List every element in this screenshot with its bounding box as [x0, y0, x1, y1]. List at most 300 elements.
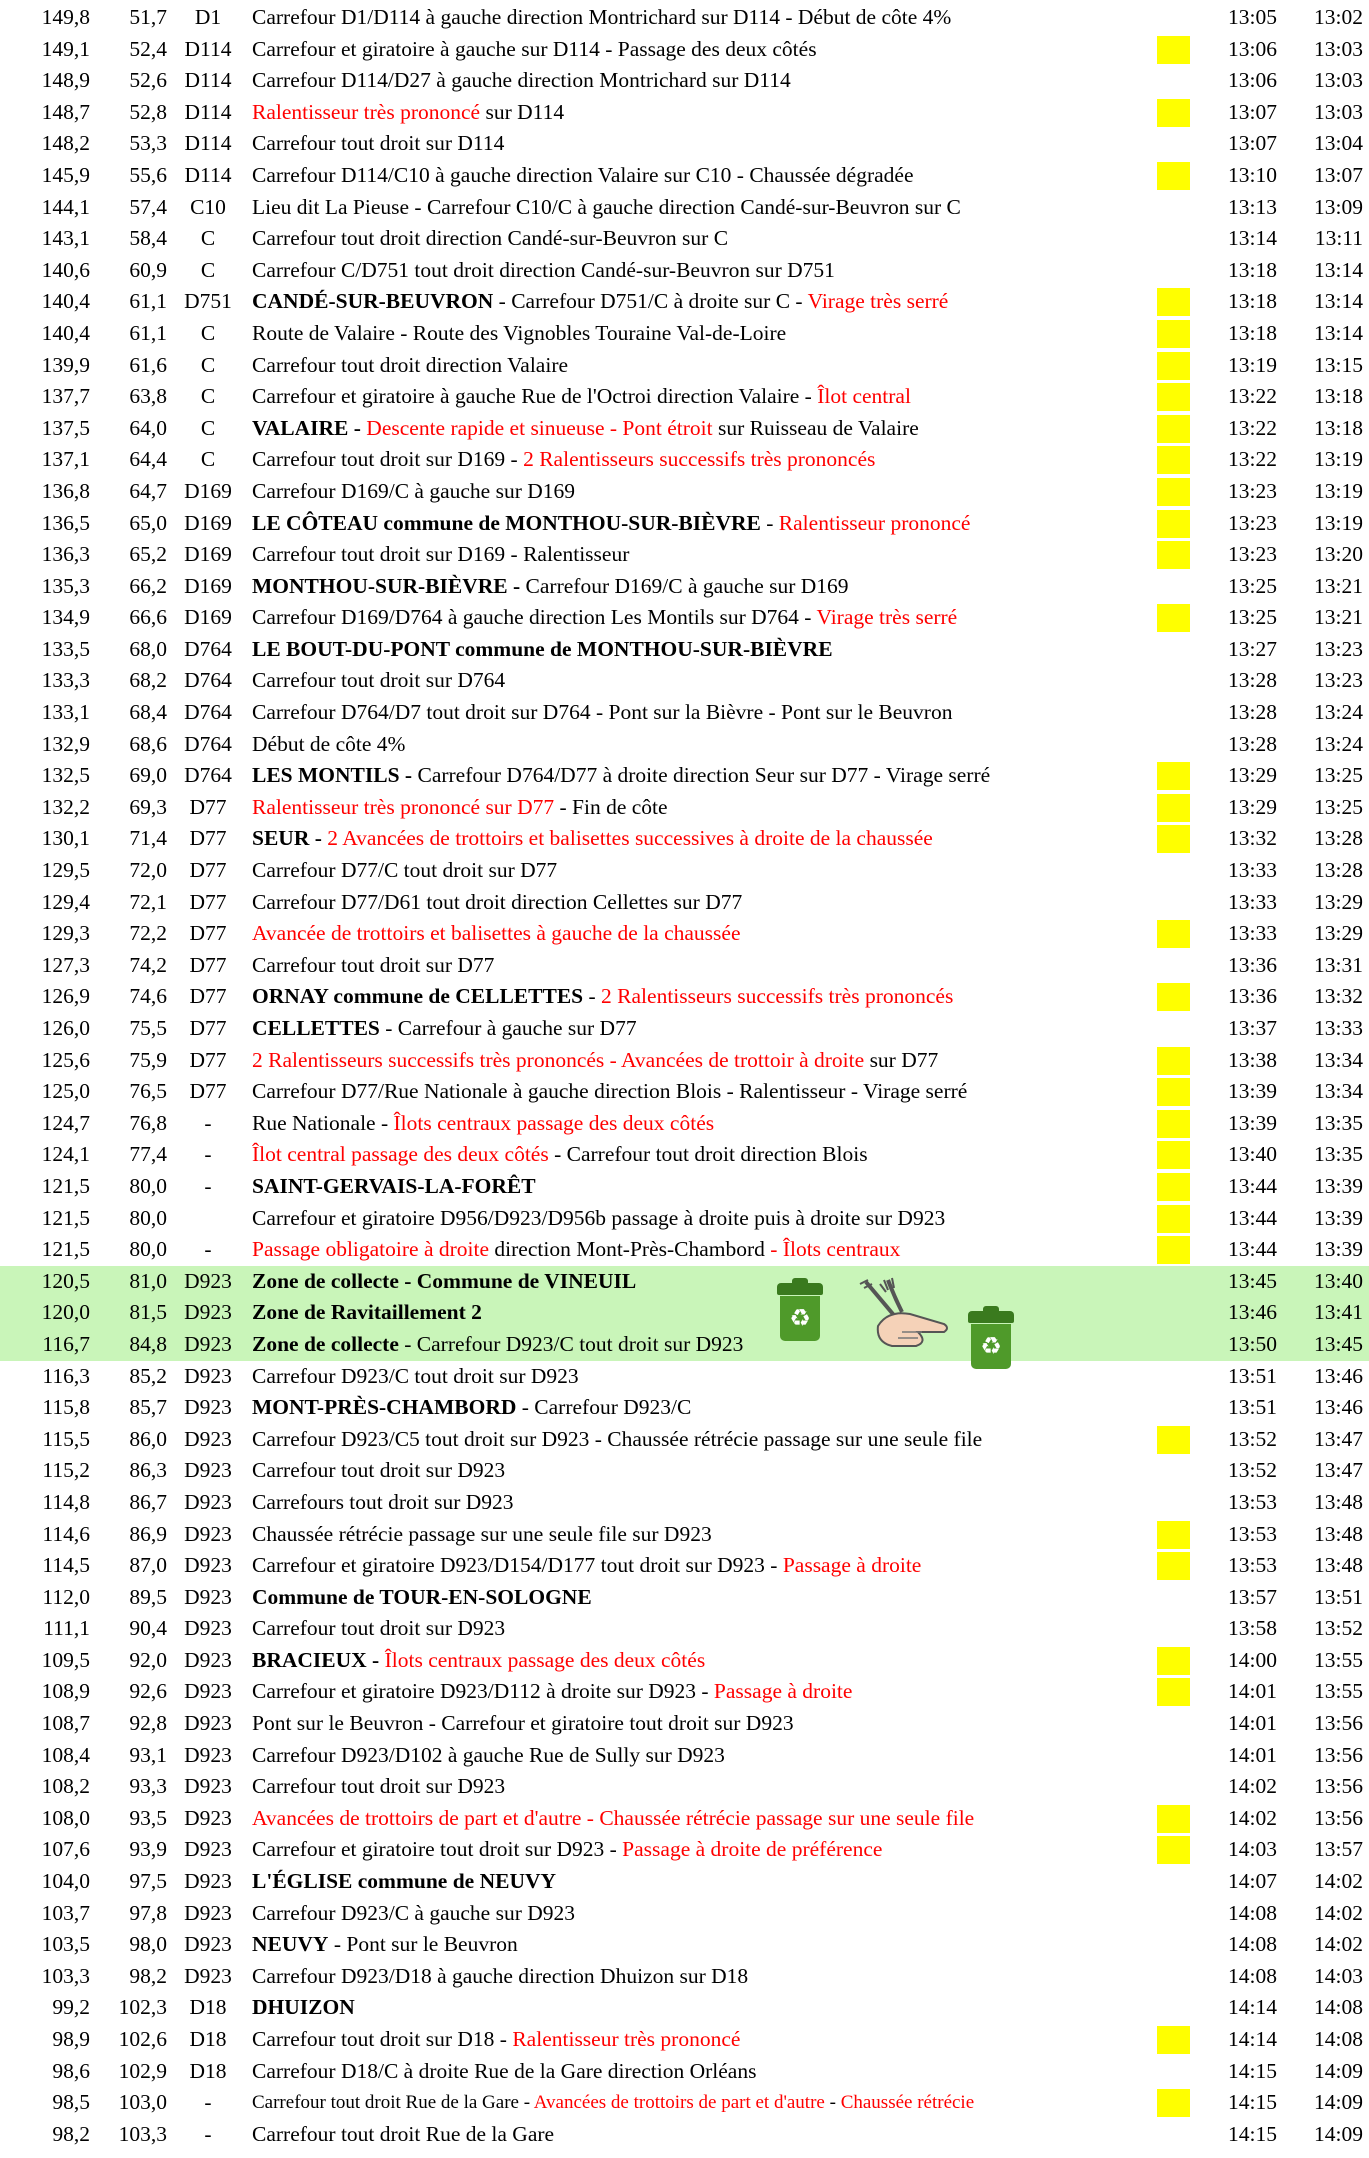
highlight-marker: [1157, 762, 1190, 790]
distance-covered: 86,7: [129, 1489, 167, 1514]
distance-covered: 52,6: [129, 68, 167, 93]
route-description: [252, 1771, 1167, 1803]
description-text: Carrefour D764/D77 à droite direction Seur sur D77 - Virage serré: [412, 763, 991, 788]
time-fast: 13:14: [1314, 320, 1363, 345]
place-name: CANDÉ-SUR-BEUVRON: [252, 289, 494, 314]
time-fast: 13:48: [1314, 1489, 1363, 1514]
route-description: [252, 476, 1167, 508]
description-text: Carrefour tout droit sur D18 -: [252, 2027, 513, 2051]
description-text: Carrefour D764/D7 tout droit sur D764 - Pont sur la Bièvre - Pont sur le Beuvron: [252, 700, 953, 725]
distance-remaining: 114,5: [42, 1553, 90, 1578]
description-text: Carrefour et giratoire D956/D923/D956b passage à droite puis à droite sur D923: [252, 1205, 946, 1230]
time-slow: 13:25: [1228, 573, 1277, 598]
time-slow: 13:22: [1228, 384, 1277, 409]
table-row: [0, 981, 1369, 1013]
distance-remaining: 140,4: [41, 289, 90, 314]
distance-covered: 66,2: [129, 573, 167, 598]
time-fast: 14:02: [1314, 1869, 1363, 1894]
warning-text: Ralentisseur très prononcé: [252, 99, 481, 124]
distance-covered: 103,3: [118, 2121, 167, 2146]
description-text: Carrefour tout droit sur D923: [252, 1774, 506, 1799]
warning-text: 2 Ralentisseurs successifs très prononcés: [601, 984, 954, 1009]
route-description: [252, 1929, 1167, 1961]
distance-remaining: 132,5: [41, 763, 90, 788]
table-row: [0, 1866, 1369, 1898]
road-number: -: [204, 2090, 212, 2115]
time-slow: 13:06: [1228, 36, 1277, 61]
road-number: D923: [184, 1900, 232, 1925]
time-fast: 13:52: [1314, 1616, 1363, 1641]
time-fast: 13:15: [1314, 352, 1363, 377]
distance-remaining: 129,3: [41, 921, 90, 946]
time-fast: 13:56: [1314, 1711, 1363, 1736]
road-number: D77: [189, 952, 227, 977]
description-text: Carrefour tout droit sur D923: [252, 1458, 506, 1483]
route-description: [252, 1424, 1167, 1456]
road-number: D169: [184, 478, 232, 503]
distance-remaining: 134,9: [41, 605, 90, 630]
time-fast: 14:03: [1314, 1963, 1363, 1988]
route-description: [252, 97, 1167, 129]
distance-remaining: 133,1: [41, 700, 90, 725]
distance-remaining: 136,8: [41, 478, 90, 503]
route-description: [252, 1740, 1167, 1772]
time-fast: 13:25: [1314, 763, 1363, 788]
highlight-marker: [1157, 446, 1190, 474]
distance-covered: 87,0: [129, 1553, 167, 1578]
description-text: -: [824, 2092, 841, 2114]
distance-remaining: 137,5: [41, 415, 90, 440]
distance-covered: 92,8: [129, 1711, 167, 1736]
road-number: D169: [184, 605, 232, 630]
warning-text: 2 Ralentisseurs successifs très prononcés - Avancées de trottoir à droite: [252, 1047, 865, 1072]
distance-covered: 52,4: [129, 36, 167, 61]
fork-knife-hand-icon: [858, 1276, 954, 1356]
distance-remaining: 137,1: [41, 447, 90, 472]
warning-text: Îlots centraux passage des deux côtés: [393, 1110, 715, 1135]
route-description: [252, 1487, 1167, 1519]
time-slow: 13:27: [1228, 636, 1277, 661]
time-fast: 13:14: [1314, 257, 1363, 282]
description-text: Carrefour tout droit sur D169 - Ralentisseur: [252, 542, 630, 567]
distance-covered: 64,0: [129, 415, 167, 440]
route-description: [252, 950, 1167, 982]
highlight-marker: [1157, 36, 1190, 64]
road-number: -: [204, 1142, 212, 1167]
route-description: [252, 223, 1167, 255]
time-slow: 14:14: [1228, 1995, 1277, 2020]
route-description: [252, 255, 1167, 287]
time-fast: 13:47: [1314, 1426, 1363, 1451]
route-description: [252, 2056, 1167, 2088]
road-number: D923: [184, 1932, 232, 1957]
route-description: [252, 1676, 1167, 1708]
time-fast: 13:11: [1314, 226, 1363, 251]
time-slow: 13:18: [1228, 289, 1277, 314]
distance-covered: 80,0: [129, 1173, 167, 1198]
distance-remaining: 129,4: [41, 889, 90, 914]
time-slow: 13:52: [1228, 1426, 1277, 1451]
distance-remaining: 98,9: [52, 2027, 90, 2051]
route-description: [252, 1519, 1167, 1551]
road-number: D923: [184, 1553, 232, 1578]
table-row: [0, 697, 1369, 729]
time-slow: 13:39: [1228, 1079, 1277, 1104]
highlight-marker: [1157, 383, 1190, 411]
table-row: [0, 634, 1369, 666]
warning-text: Virage très serré: [807, 289, 949, 314]
route-description: [252, 1076, 1167, 1108]
time-slow: 13:22: [1228, 415, 1277, 440]
time-slow: 14:01: [1228, 1711, 1277, 1736]
time-slow: 13:51: [1228, 1395, 1277, 1420]
highlight-marker: [1157, 1836, 1190, 1864]
distance-remaining: 114,6: [42, 1521, 90, 1546]
time-fast: 13:56: [1314, 1805, 1363, 1830]
time-fast: 13:20: [1314, 542, 1363, 567]
road-number: D923: [184, 1584, 232, 1609]
road-number: D18: [189, 1995, 227, 2020]
highlight-marker: [1157, 1110, 1190, 1138]
route-description: [252, 444, 1167, 476]
distance-remaining: 112,0: [42, 1584, 90, 1609]
distance-remaining: 149,1: [41, 36, 90, 61]
place-name: NEUVY: [252, 1932, 329, 1957]
description-text: Carrefour D923/D18 à gauche direction Dhuizon sur D18: [252, 1963, 749, 1988]
time-fast: 13:07: [1314, 162, 1363, 187]
description-text: Chaussée rétrécie passage sur une seule file sur D923: [252, 1521, 712, 1546]
route-description: [252, 65, 1167, 97]
place-name: SEUR -: [252, 826, 322, 851]
place-name: L'ÉGLISE commune de NEUVY: [252, 1869, 557, 1894]
table-row: [0, 1361, 1369, 1393]
description-text: Rue Nationale -: [252, 1110, 394, 1135]
time-fast: 13:40: [1314, 1268, 1363, 1293]
place-name: Commune de TOUR-EN-SOLOGNE: [252, 1584, 592, 1609]
time-fast: 13:28: [1314, 858, 1363, 883]
distance-remaining: 98,2: [52, 2121, 90, 2146]
distance-covered: 85,2: [129, 1363, 167, 1388]
warning-text: Avancée de trottoirs et balisettes à gauche de la chaussée: [252, 921, 741, 946]
time-fast: 14:09: [1314, 2058, 1363, 2083]
road-number: D77: [189, 826, 227, 851]
time-fast: 13:19: [1314, 447, 1363, 472]
time-slow: 13:18: [1228, 320, 1277, 345]
distance-covered: 81,5: [129, 1300, 167, 1325]
time-fast: 14:02: [1314, 1932, 1363, 1957]
distance-remaining: 108,9: [41, 1679, 90, 1704]
table-row: [0, 444, 1369, 476]
distance-remaining: 107,6: [41, 1837, 90, 1862]
warning-text: 2 Avancées de trottoirs et balisettes successives à droite de la chaussée: [327, 826, 933, 851]
table-row: [0, 1329, 1369, 1361]
time-fast: 13:39: [1314, 1205, 1363, 1230]
time-fast: 13:25: [1314, 794, 1363, 819]
distance-remaining: 103,3: [41, 1963, 90, 1988]
distance-remaining: 148,2: [41, 131, 90, 156]
road-number: D77: [189, 1047, 227, 1072]
time-slow: 14:07: [1228, 1869, 1277, 1894]
table-row: [0, 286, 1369, 318]
time-fast: 13:18: [1314, 384, 1363, 409]
table-row: [0, 1613, 1369, 1645]
description-text: Carrefour tout droit sur D923: [252, 1616, 506, 1641]
description-text: - Fin de côte: [554, 794, 668, 819]
distance-remaining: 125,0: [41, 1079, 90, 1104]
distance-covered: 102,3: [118, 1995, 167, 2020]
distance-covered: 61,6: [129, 352, 167, 377]
time-fast: 13:24: [1314, 731, 1363, 756]
road-number: D18: [189, 2027, 227, 2051]
highlight-marker: [1157, 983, 1190, 1011]
route-description: [252, 918, 1167, 950]
table-row: [0, 1550, 1369, 1582]
distance-remaining: 98,5: [52, 2090, 90, 2115]
description-text: Début de côte 4%: [252, 731, 406, 756]
table-row: [0, 2056, 1369, 2088]
highlight-marker: [1157, 1552, 1190, 1580]
table-row: [0, 476, 1369, 508]
road-number: D114: [184, 131, 232, 156]
table-row: [0, 792, 1369, 824]
table-row: [0, 1519, 1369, 1551]
time-fast: 13:46: [1314, 1395, 1363, 1420]
highlight-marker: [1157, 541, 1190, 569]
table-row: [0, 1740, 1369, 1772]
warning-text: Îlot central: [817, 384, 911, 409]
time-slow: 13:28: [1228, 668, 1277, 693]
distance-remaining: 115,5: [42, 1426, 90, 1451]
table-row: [0, 760, 1369, 792]
route-description: [252, 1582, 1167, 1614]
distance-remaining: 115,8: [42, 1395, 90, 1420]
table-row: [0, 34, 1369, 66]
highlight-marker: [1157, 352, 1190, 380]
table-row: [0, 1487, 1369, 1519]
time-fast: 13:31: [1314, 952, 1363, 977]
route-description: [252, 1708, 1167, 1740]
road-number: D923: [184, 1742, 232, 1767]
route-description: [252, 381, 1167, 413]
route-description: [252, 792, 1167, 824]
table-row: [0, 1139, 1369, 1171]
route-description: [252, 823, 1167, 855]
highlight-marker: [1157, 920, 1190, 948]
distance-covered: 61,1: [129, 289, 167, 314]
table-row: [0, 1898, 1369, 1930]
route-description: [252, 2119, 1167, 2151]
distance-covered: 93,9: [129, 1837, 167, 1862]
distance-covered: 60,9: [129, 257, 167, 282]
route-description: [252, 318, 1167, 350]
route-description: [252, 665, 1167, 697]
table-row: [0, 918, 1369, 950]
route-description: [252, 729, 1167, 761]
road-number: D923: [184, 1458, 232, 1483]
time-slow: 13:10: [1228, 162, 1277, 187]
time-slow: 13:52: [1228, 1458, 1277, 1483]
time-slow: 13:40: [1228, 1142, 1277, 1167]
description-text: Lieu dit La Pieuse - Carrefour C10/C à gauche direction Candé-sur-Beuvron sur C: [252, 194, 961, 219]
time-fast: 13:19: [1314, 478, 1363, 503]
table-row: [0, 192, 1369, 224]
time-slow: 13:53: [1228, 1521, 1277, 1546]
time-fast: 13:51: [1314, 1584, 1363, 1609]
time-slow: 13:33: [1228, 889, 1277, 914]
distance-remaining: 98,6: [52, 2058, 90, 2083]
description-text: Carrefour tout droit direction Candé-sur-Beuvron sur C: [252, 226, 729, 251]
table-row: [0, 1424, 1369, 1456]
road-number: C: [200, 447, 216, 472]
time-slow: 13:46: [1228, 1300, 1277, 1325]
time-slow: 13:36: [1228, 984, 1277, 1009]
distance-covered: 77,4: [129, 1142, 167, 1167]
description-text: Carrefour D18/C à droite Rue de la Gare direction Orléans: [252, 2058, 757, 2083]
warning-text: Descente rapide et sinueuse - Pont étroit: [366, 415, 713, 440]
distance-remaining: 103,5: [41, 1932, 90, 1957]
table-row: [0, 950, 1369, 982]
distance-covered: 72,2: [129, 921, 167, 946]
time-slow: 13:53: [1228, 1553, 1277, 1578]
time-fast: 13:57: [1314, 1837, 1363, 1862]
highlight-marker: [1157, 1678, 1190, 1706]
distance-covered: 75,9: [129, 1047, 167, 1072]
distance-covered: 66,6: [129, 605, 167, 630]
description-text: -: [583, 984, 602, 1009]
warning-text: - Îlots centraux: [770, 1237, 901, 1262]
time-fast: 13:56: [1314, 1774, 1363, 1799]
recycle-bin-icon: ♻: [968, 1311, 1014, 1369]
route-description: [252, 192, 1167, 224]
time-fast: 14:09: [1314, 2090, 1363, 2115]
description-text: Carrefour D169/C à gauche sur D169: [520, 573, 849, 598]
time-fast: 13:35: [1314, 1110, 1363, 1135]
time-fast: 13:29: [1314, 889, 1363, 914]
time-slow: 13:13: [1228, 194, 1277, 219]
distance-covered: 74,6: [129, 984, 167, 1009]
table-row: [0, 1045, 1369, 1077]
road-number: D923: [184, 1331, 232, 1356]
distance-remaining: 99,2: [52, 1995, 90, 2020]
time-slow: 13:19: [1228, 352, 1277, 377]
route-description: [252, 1203, 1167, 1235]
warning-text: Passage à droite: [713, 1679, 853, 1704]
distance-remaining: 133,3: [41, 668, 90, 693]
road-number: D77: [189, 858, 227, 883]
distance-remaining: 124,7: [41, 1110, 90, 1135]
warning-text: Avancées de trottoirs de part et d'autre - Chaussée rétrécie passage sur une seule file: [252, 1805, 975, 1830]
table-row: [0, 2087, 1369, 2119]
road-number: D18: [189, 2058, 227, 2083]
time-slow: 13:32: [1228, 826, 1277, 851]
route-description: [252, 539, 1167, 571]
time-fast: 13:04: [1314, 131, 1363, 156]
place-name: VALAIRE -: [252, 415, 361, 440]
place-name: ORNAY commune de CELLETTES: [252, 984, 584, 1009]
highlight-marker: [1157, 2026, 1190, 2054]
distance-remaining: 109,5: [41, 1647, 90, 1672]
route-description: [252, 1013, 1167, 1045]
time-slow: 14:01: [1228, 1679, 1277, 1704]
route-description: [252, 34, 1167, 66]
route-description: [252, 2087, 1167, 2119]
time-fast: 13:41: [1314, 1300, 1363, 1325]
time-slow: 14:15: [1228, 2058, 1277, 2083]
distance-remaining: 137,7: [41, 384, 90, 409]
description-text: Pont sur le Beuvron - Carrefour et giratoire tout droit sur D923: [252, 1711, 794, 1736]
description-text: Carrefour tout droit sur D114: [252, 131, 505, 156]
distance-remaining: 114,8: [42, 1489, 90, 1514]
time-slow: 13:23: [1228, 478, 1277, 503]
route-description: [252, 602, 1167, 634]
table-row: [0, 128, 1369, 160]
distance-covered: 65,0: [129, 510, 167, 535]
description-text: Carrefour D923/C5 tout droit sur D923 - Chaussée rétrécie passage sur une seule file: [252, 1426, 983, 1451]
route-description: [252, 128, 1167, 160]
road-number: C: [200, 257, 216, 282]
distance-remaining: 108,2: [41, 1774, 90, 1799]
distance-covered: 90,4: [129, 1616, 167, 1641]
place-name: MONTHOU-SUR-BIÈVRE -: [252, 573, 521, 598]
time-fast: 13:09: [1314, 194, 1363, 219]
route-description: [252, 1898, 1167, 1930]
description-text: direction Mont-Près-Chambord: [489, 1237, 771, 1262]
time-slow: 13:29: [1228, 794, 1277, 819]
distance-covered: 68,2: [129, 668, 167, 693]
road-number: D114: [184, 99, 232, 124]
time-fast: 13:29: [1314, 921, 1363, 946]
time-fast: 13:48: [1314, 1521, 1363, 1546]
description-text: Carrefours tout droit sur D923: [252, 1489, 514, 1514]
time-slow: 14:00: [1228, 1647, 1277, 1672]
road-number: D923: [184, 1837, 232, 1862]
description-text: Route de Valaire - Route des Vignobles Touraine Val-de-Loire: [252, 320, 787, 345]
road-number: D923: [184, 1869, 232, 1894]
road-number: D764: [184, 668, 232, 693]
route-description: [252, 1613, 1167, 1645]
road-number: D169: [184, 542, 232, 567]
place-name: LES MONTILS -: [252, 763, 413, 788]
road-number: C10: [190, 194, 226, 219]
road-number: D923: [184, 1521, 232, 1546]
highlight-marker: [1157, 1426, 1190, 1454]
table-row: [0, 223, 1369, 255]
table-row: [0, 160, 1369, 192]
description-text: Carrefour tout droit Rue de la Gare -: [252, 2092, 534, 2114]
highlight-marker: [1157, 1047, 1190, 1075]
description-text: Carrefour et giratoire à gauche Rue de l'Octroi direction Valaire -: [252, 384, 818, 409]
table-row: [0, 1645, 1369, 1677]
description-text: Carrefour D923/D102 à gauche Rue de Sully sur D923: [252, 1742, 725, 1767]
distance-covered: 85,7: [129, 1395, 167, 1420]
time-slow: 13:38: [1228, 1047, 1277, 1072]
distance-remaining: 108,0: [41, 1805, 90, 1830]
table-row: [0, 2119, 1369, 2151]
time-fast: 13:14: [1314, 289, 1363, 314]
distance-covered: 69,3: [129, 794, 167, 819]
time-fast: 13:39: [1314, 1237, 1363, 1262]
time-slow: 13:44: [1228, 1173, 1277, 1198]
distance-covered: 76,8: [129, 1110, 167, 1135]
road-number: D923: [184, 1647, 232, 1672]
place-name: Zone de collecte - Commune de VINEUIL: [252, 1268, 637, 1293]
description-text: sur Ruisseau de Valaire: [712, 415, 919, 440]
road-number: D923: [184, 1395, 232, 1420]
distance-covered: 53,3: [129, 131, 167, 156]
table-row: [0, 729, 1369, 761]
road-number: D923: [184, 1805, 232, 1830]
distance-remaining: 121,5: [41, 1173, 90, 1198]
